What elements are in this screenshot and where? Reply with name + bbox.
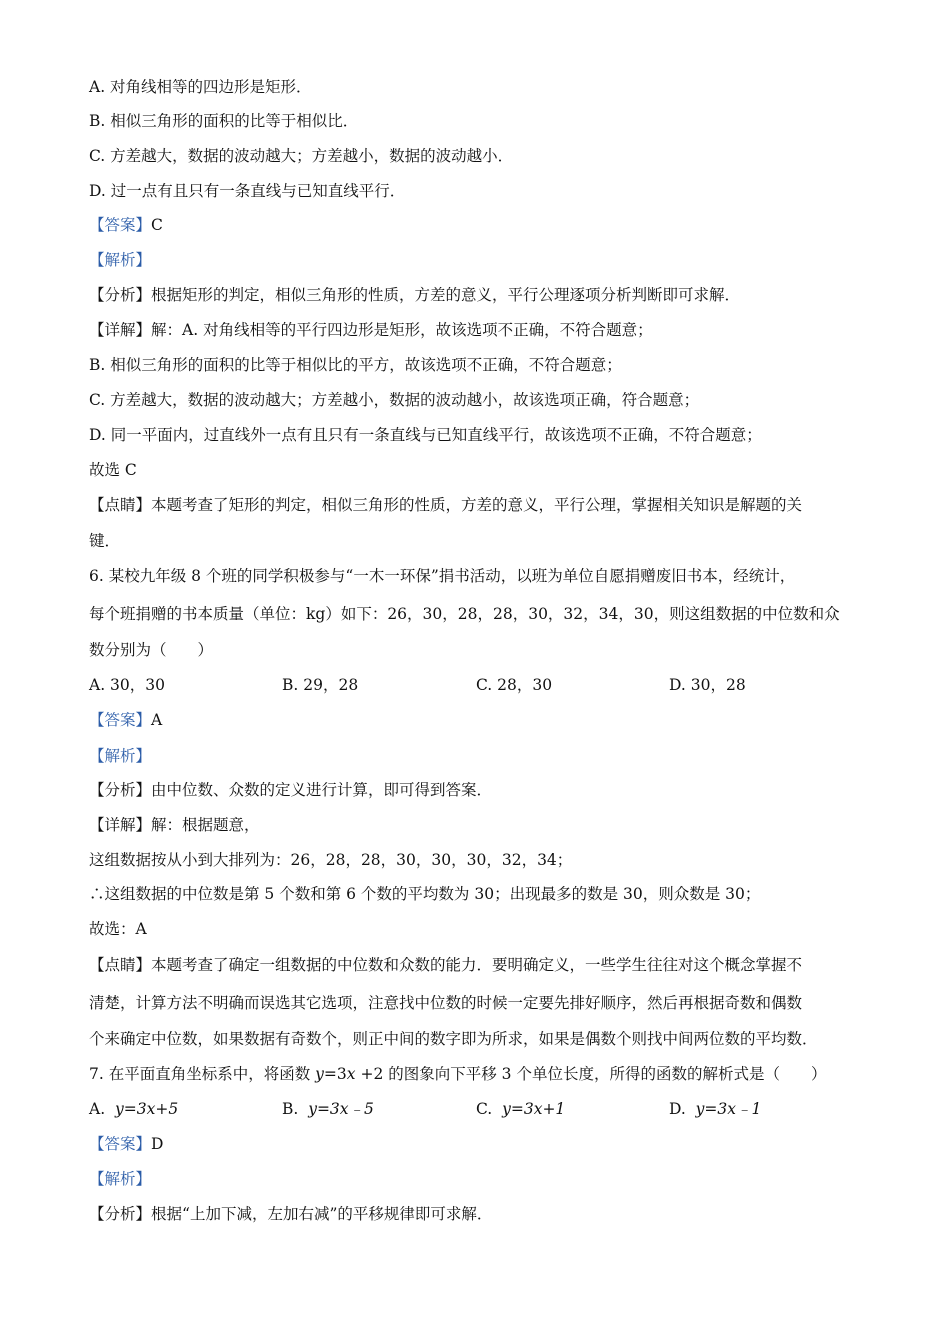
q6-dianjing-cont: 个来确定中位数，如果数据有奇数个，则正中间的数字即为所求，如果是偶数个则找中间两位数的平均数．: [89, 1030, 818, 1048]
q5-dianjing-cont: 键．: [89, 532, 121, 550]
q5-option-c: C. 方差越大，数据的波动越大；方差越小，数据的波动越小．: [89, 147, 514, 165]
dianjing-tag: 【点睛】: [89, 496, 152, 514]
q7-option-a: [89, 1099, 178, 1119]
q7-stem-post: 的图象向下平移 3 个单位长度，所得的函数的解析式是（ ）: [383, 1065, 827, 1083]
q7-answer: [89, 1134, 880, 1154]
dianjing-tag: 【点睛】: [89, 956, 152, 974]
q5-option-d: D. 过一点有且只有一条直线与已知直线平行．: [89, 182, 406, 200]
q6-options: [89, 675, 879, 695]
q5-fenxi: [89, 285, 880, 305]
q6-xiangjie-line: 这组数据按从小到大排列为：26，28，28，30，30，30，32，34；: [89, 851, 573, 869]
option-letter: C.: [476, 1100, 493, 1118]
q7-stem: [89, 1064, 880, 1084]
q6-option-d: D. 30，28: [669, 676, 746, 694]
q6-xiangjie: [89, 815, 880, 835]
q5-answer: [89, 215, 880, 235]
q7-options: [89, 1099, 879, 1119]
q5-option-a: A. 对角线相等的四边形是矩形．: [89, 78, 312, 96]
xiangjie-tag: 【详解】: [89, 321, 152, 339]
q7-option-d: [669, 1099, 761, 1119]
q5-xiangjie-line: C. 方差越大，数据的波动越大；方差越小，数据的波动越小，故该选项正确，符合题意；: [89, 391, 700, 409]
fenxi-tag: 【分析】: [89, 1205, 152, 1223]
q5-xiangjie-line: D. 同一平面内，过直线外一点有且只有一条直线与已知直线平行，故该选项不正确，不符合题意；: [89, 426, 762, 444]
answer-value: A: [151, 711, 163, 729]
q6-option-a: A. 30，30: [89, 676, 165, 694]
option-expr: y=3x+5: [114, 1100, 179, 1118]
answer-value: D: [151, 1135, 164, 1153]
q6-stem-line: 数分别为（ ）: [89, 641, 214, 659]
q5-xiangjie-line: B. 相似三角形的面积的比等于相似比的平方，故该选项不正确，不符合题意；: [89, 356, 622, 374]
answer-tag: 【答案】: [89, 216, 152, 234]
q6-xiangjie-line: ∴这组数据的中位数是第 5 个数和第 6 个数的平均数为 30；出现最多的数是 30，则众数是 30；: [89, 885, 761, 903]
xiangjie-tag: 【详解】: [89, 816, 152, 834]
q6-option-c: C. 28，30: [476, 676, 553, 694]
q7-analysis-heading: [89, 1169, 880, 1189]
answer-tag: 【答案】: [89, 711, 152, 729]
q6-fenxi: [89, 780, 880, 800]
analysis-tag: 【解析】: [89, 747, 152, 765]
dianjing-text: 本题考查了确定一组数据的中位数和众数的能力．要明确定义，一些学生往往对这个概念掌握不: [151, 956, 803, 974]
option-letter: D.: [669, 1100, 686, 1118]
fenxi-tag: 【分析】: [89, 286, 152, 304]
xiangjie-line: 解：根据题意，: [151, 816, 260, 834]
q5-xiangjie-line: 故选 C: [89, 461, 137, 479]
q5-option-b: B. 相似三角形的面积的比等于相似比．: [89, 112, 359, 130]
option-letter: B.: [282, 1100, 299, 1118]
fenxi-text: 根据矩形的判定，相似三角形的性质，方差的意义，平行公理逐项分析判断即可求解．: [151, 286, 741, 304]
q6-answer: [89, 710, 880, 730]
q7-option-c: [476, 1099, 565, 1119]
dianjing-text: 本题考查了矩形的判定，相似三角形的性质，方差的意义，平行公理，掌握相关知识是解题的关: [151, 496, 803, 514]
q7-stem-pre: 7. 在平面直角坐标系中，将函数: [89, 1065, 316, 1083]
analysis-tag: 【解析】: [89, 1170, 152, 1188]
analysis-tag: 【解析】: [89, 251, 152, 269]
fenxi-text: 由中位数、众数的定义进行计算，即可得到答案．: [151, 781, 493, 799]
q6-stem-line: 每个班捐赠的书本质量（单位：kg）如下：26，30，28，28，30，32，34，30，则这组数据的中位数和众: [89, 605, 840, 623]
fn-eq: =3: [323, 1065, 347, 1083]
q6-analysis-heading: [89, 746, 880, 766]
q6-dianjing: [89, 955, 880, 975]
option-expr: y=3x﹣5: [308, 1100, 374, 1118]
xiangjie-line: 解：A. 对角线相等的平行四边形是矩形，故该选项不正确，不符合题意；: [151, 321, 653, 339]
q7-fenxi: [89, 1204, 880, 1224]
q6-xiangjie-line: 故选：A: [89, 920, 147, 938]
fenxi-text: 根据“上加下减，左加右减”的平移规律即可求解．: [151, 1205, 493, 1223]
fenxi-tag: 【分析】: [89, 781, 152, 799]
fn-rest: +2: [355, 1065, 384, 1083]
q5-xiangjie: [89, 320, 880, 340]
option-expr: y=3x﹣1: [695, 1100, 762, 1118]
q6-stem-line: 6. 某校九年级 8 个班的同学积极参与“一木一环保”捐书活动，以班为单位自愿捐赠废旧书本，经统计，: [89, 567, 796, 585]
q6-option-b: B. 29，28: [282, 676, 359, 694]
q5-dianjing: [89, 495, 880, 515]
var-x: x: [346, 1065, 356, 1083]
answer-value: C: [151, 216, 163, 234]
option-expr: y=3x+1: [502, 1100, 566, 1118]
option-letter: A.: [89, 1100, 106, 1118]
q7-option-b: [282, 1099, 374, 1119]
q5-analysis-heading: [89, 250, 880, 270]
q6-dianjing-cont: 清楚，计算方法不明确而误选其它选项，注意找中位数的时候一定要先排好顺序，然后再根据奇数和偶数: [89, 994, 803, 1012]
var-y: y: [315, 1065, 324, 1083]
answer-tag: 【答案】: [89, 1135, 152, 1153]
